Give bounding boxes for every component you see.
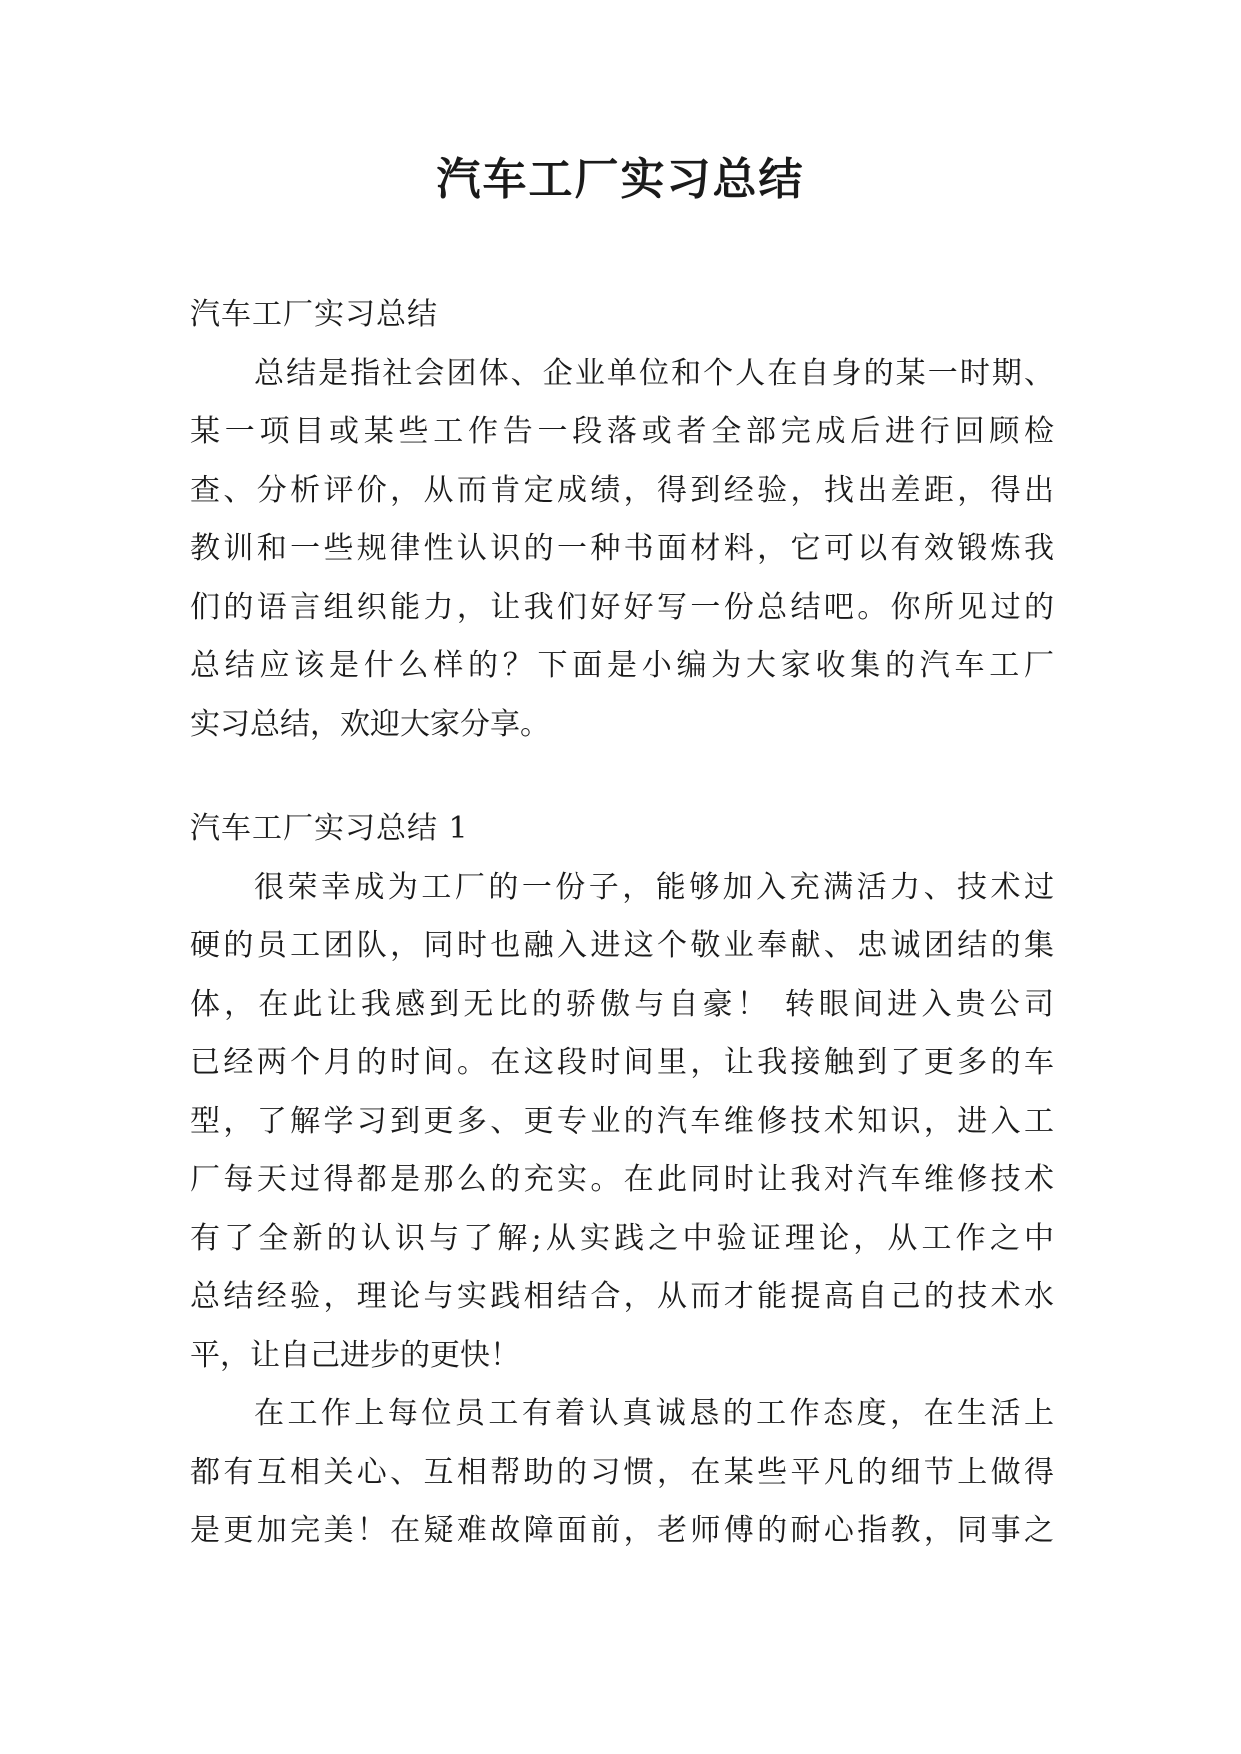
paragraph-line: 实习总结，欢迎大家分享。 bbox=[190, 706, 550, 742]
paragraph-line: 都有互相关心、互相帮助的习惯，在某些平凡的细节上做得 bbox=[190, 1454, 1054, 1490]
paragraph-line: 教训和一些规律性认识的一种书面材料，它可以有效锻炼我 bbox=[190, 531, 1054, 566]
paragraph-line: 总结经验，理论与实践相结合，从而才能提高自己的技术水 bbox=[190, 1279, 1054, 1314]
paragraph-line: 总结是指社会团体、企业单位和个人在自身的某一时期、 bbox=[254, 355, 1054, 391]
paragraph-line: 厂每天过得都是那么的充实。在此同时让我对汽车维修技术 bbox=[190, 1162, 1054, 1197]
paragraph-line: 有了全新的认识与了解;从实践之中验证理论，从工作之中 bbox=[190, 1220, 1054, 1256]
section1-paragraph-2 bbox=[190, 1385, 1054, 1561]
paragraph-line: 已经两个月的时间。在这段时间里，让我接触到了更多的车 bbox=[190, 1045, 1054, 1080]
paragraph-line: 体，在此让我感到无比的骄傲与自豪！ 转眼间进入贵公司 bbox=[190, 986, 1054, 1022]
paragraph-line: 总结应该是什么样的？下面是小编为大家收集的汽车工厂 bbox=[190, 648, 1054, 683]
document-body bbox=[190, 286, 1054, 1561]
paragraph-line: 在工作上每位员工有着认真诚恳的工作态度，在生活上 bbox=[254, 1396, 1054, 1431]
paragraph-line: 查、分析评价，从而肯定成绩，得到经验，找出差距，得出 bbox=[190, 472, 1054, 508]
paragraph-line: 是更加完美！在疑难故障面前，老师傅的耐心指教，同事之 bbox=[190, 1513, 1054, 1548]
intro-paragraph bbox=[190, 345, 1054, 755]
paragraph-line: 们的语言组织能力，让我们好好写一份总结吧。你所见过的 bbox=[190, 589, 1054, 625]
paragraph-line: 某一项目或某些工作告一段落或者全部完成后进行回顾检 bbox=[190, 414, 1054, 449]
section-spacer bbox=[190, 754, 1054, 800]
paragraph-line: 硬的员工团队，同时也融入进这个敬业奉献、忠诚团结的集 bbox=[190, 928, 1054, 963]
section1-heading: 汽车工厂实习总结 1 bbox=[190, 811, 469, 846]
paragraph-line: 型，了解学习到更多、更专业的汽车维修技术知识，进入工 bbox=[190, 1103, 1054, 1139]
section1-paragraph-1 bbox=[190, 859, 1054, 1386]
intro-heading: 汽车工厂实习总结 bbox=[190, 297, 438, 332]
paragraph-line: 平，让自己进步的更快！ bbox=[190, 1337, 520, 1373]
document-title: 汽车工厂实习总结 bbox=[436, 154, 805, 205]
paragraph-line: 很荣幸成为工厂的一份子，能够加入充满活力、技术过 bbox=[254, 869, 1054, 905]
